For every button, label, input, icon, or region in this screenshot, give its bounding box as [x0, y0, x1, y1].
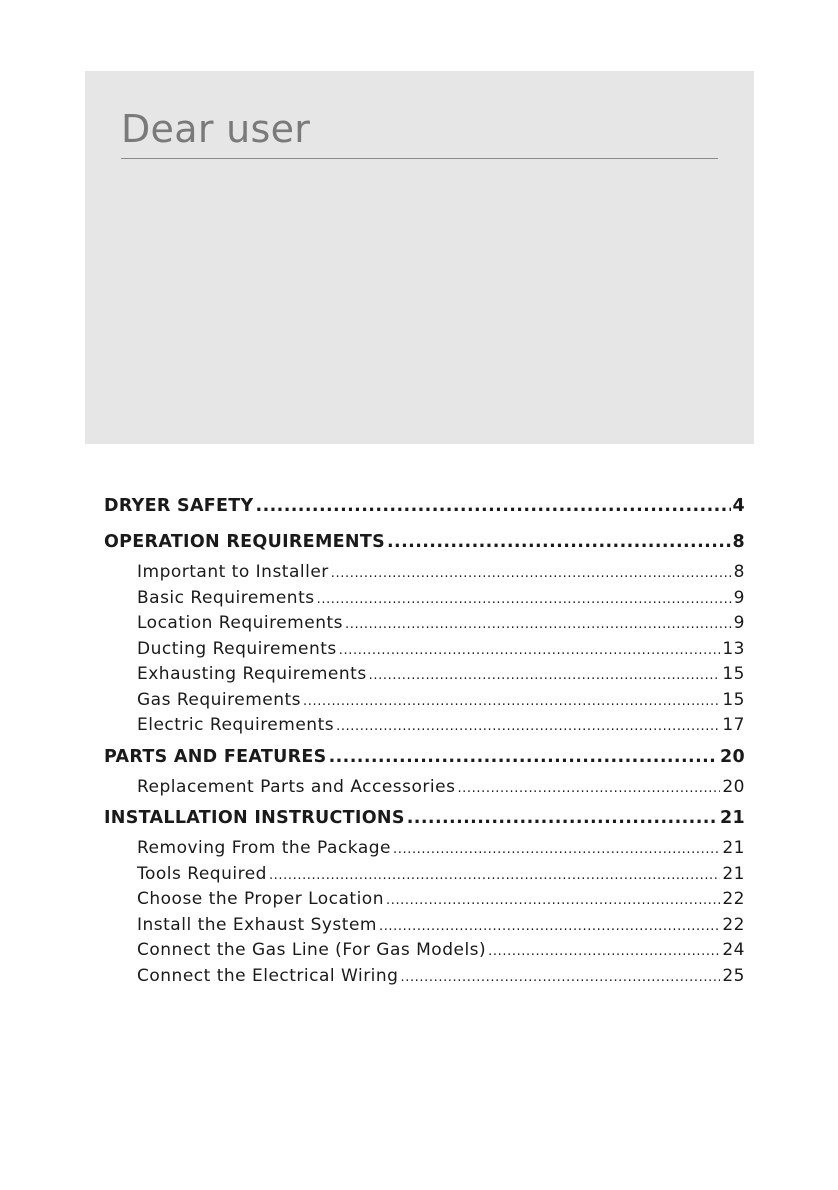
- toc-entry-label: Connect the Electrical Wiring: [137, 965, 399, 986]
- toc-entry[interactable]: [104, 613, 745, 639]
- dot-leader: [379, 919, 720, 934]
- toc-entry[interactable]: [104, 639, 745, 665]
- toc-entry-label: Choose the Proper Location: [137, 889, 384, 909]
- page-number: 17: [722, 715, 745, 735]
- page-number: 13: [722, 638, 745, 659]
- toc-section-heading[interactable]: [104, 747, 745, 777]
- toc-entry[interactable]: [104, 562, 745, 588]
- table-of-contents: [104, 496, 745, 997]
- page-number: 24: [722, 940, 745, 960]
- toc-section-title: INSTALLATION INSTRUCTIONS: [104, 808, 405, 828]
- page-number: 21: [722, 863, 745, 884]
- toc-section: [104, 808, 745, 991]
- toc-entry[interactable]: [104, 690, 745, 716]
- toc-entry[interactable]: [104, 966, 745, 992]
- toc-entry-label: Install the Exhaust System: [137, 914, 377, 935]
- page-number: 20: [720, 746, 745, 767]
- title-divider: [121, 158, 718, 159]
- toc-entry-label: Gas Requirements: [137, 689, 302, 710]
- toc-entry-label: Important to Installer: [137, 562, 329, 582]
- dot-leader: [331, 566, 732, 581]
- intro-title: Dear user: [121, 107, 311, 151]
- toc-section-title: PARTS AND FEATURES: [104, 746, 327, 767]
- toc-entry-label: Electric Requirements: [137, 715, 335, 735]
- page-number: 4: [732, 496, 745, 516]
- dot-leader: [345, 617, 732, 632]
- toc-entry-label: Ducting Requirements: [137, 638, 337, 659]
- page-number: 25: [722, 965, 745, 986]
- dot-leader: [457, 781, 720, 796]
- toc-entry-label: Replacement Parts and Accessories: [137, 776, 456, 797]
- dot-leader: [303, 694, 720, 709]
- toc-entry-label: Tools Required: [137, 863, 267, 884]
- dot-leader: [400, 970, 720, 985]
- page-number: 9: [733, 587, 745, 608]
- page-number: 9: [733, 613, 745, 633]
- toc-section-heading[interactable]: [104, 808, 745, 838]
- toc-entry-label: Location Requirements: [137, 613, 343, 633]
- toc-entry-label: Connect the Gas Line (For Gas Models): [137, 940, 487, 960]
- toc-entry[interactable]: [104, 777, 745, 803]
- page-number: 8: [733, 562, 745, 582]
- dot-leader: [369, 668, 721, 683]
- toc-entry[interactable]: [104, 588, 745, 614]
- toc-section-heading[interactable]: [104, 496, 745, 526]
- page-number: 21: [722, 838, 745, 858]
- page-number: 22: [722, 889, 745, 909]
- dot-leader: [488, 944, 720, 959]
- page-number: 22: [722, 914, 745, 935]
- toc-entry[interactable]: [104, 715, 745, 741]
- page-number: 15: [722, 689, 745, 710]
- page-number: 15: [722, 664, 745, 684]
- dot-leader: [317, 592, 732, 607]
- intro-panel: [85, 71, 754, 444]
- dot-leader: [387, 532, 731, 552]
- toc-section-title: OPERATION REQUIREMENTS: [104, 532, 385, 552]
- dot-leader: [329, 747, 718, 767]
- toc-section-title: DRYER SAFETY: [104, 496, 254, 516]
- page-number: 20: [722, 776, 745, 797]
- toc-section: [104, 496, 745, 526]
- toc-entry[interactable]: [104, 664, 745, 690]
- page-number: 8: [732, 532, 745, 552]
- toc-entry-label: Removing From the Package: [137, 838, 392, 858]
- toc-entry[interactable]: [104, 940, 745, 966]
- toc-entry-label: Basic Requirements: [137, 587, 315, 608]
- toc-section: [104, 532, 745, 741]
- page-number: 21: [720, 808, 745, 828]
- dot-leader: [407, 808, 718, 828]
- toc-entry[interactable]: [104, 864, 745, 890]
- toc-entry[interactable]: [104, 889, 745, 915]
- toc-section-heading[interactable]: [104, 532, 745, 562]
- toc-entry[interactable]: [104, 915, 745, 941]
- dot-leader: [256, 496, 731, 516]
- dot-leader: [339, 643, 721, 658]
- toc-entry[interactable]: [104, 838, 745, 864]
- toc-entry-label: Exhausting Requirements: [137, 664, 367, 684]
- dot-leader: [386, 893, 720, 908]
- dot-leader: [393, 842, 720, 857]
- dot-leader: [269, 868, 720, 883]
- dot-leader: [336, 719, 720, 734]
- toc-section: [104, 747, 745, 803]
